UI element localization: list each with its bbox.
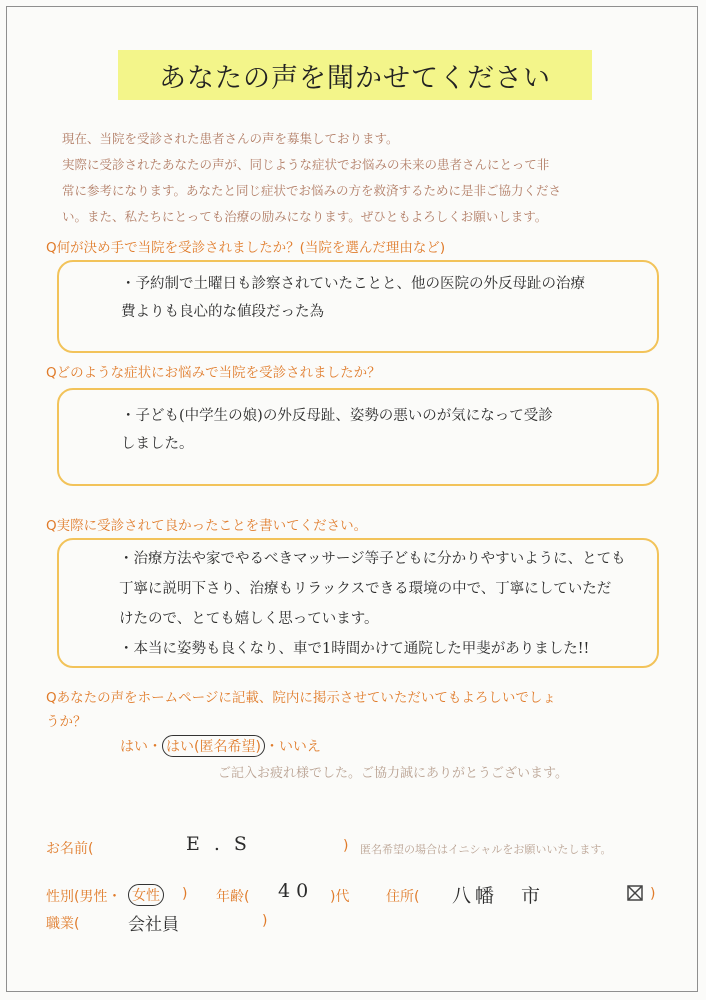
answer-line: けたので、とても嬉しく思っています。 (119, 611, 379, 627)
option-no[interactable]: いいえ (278, 739, 321, 755)
name-value[interactable]: E.S (186, 833, 261, 855)
question-1-label: Q何が決め手で当院を受診されましたか？(当院を選んだ理由など) (46, 240, 446, 256)
crossed-out-mark-icon (626, 884, 644, 902)
intro-line: い。また、私たちにとっても治療の励みになります。ぜひともよろしくお願いします。 (62, 209, 548, 224)
gender-close: ) (182, 886, 188, 902)
answer-line: ・治療方法や家でやるべきマッサージ等子どもに分かりやすいように、とても (119, 551, 626, 567)
answer-line: しました。 (121, 436, 194, 452)
option-yes[interactable]: はい (120, 739, 148, 755)
intro-line: 常に参考になります。あなたと同じ症状でお悩みの方を救済するために是非ご協力くださ (62, 183, 562, 198)
answer-line: ・本当に姿勢も良くなり、車で1時間かけて通院した甲斐がありました!! (119, 641, 590, 657)
answer-1-text (121, 270, 647, 326)
question-2-label: Qどのような症状にお悩みで当院を受診されましたか？ (46, 365, 381, 381)
age-value[interactable]: 40 (278, 880, 315, 902)
consent-options (120, 735, 321, 757)
job-close: ) (262, 913, 268, 929)
address-label: 住所( (386, 889, 420, 905)
title-banner (118, 50, 592, 100)
address-close: ) (650, 886, 656, 902)
name-label: お名前( (46, 841, 94, 857)
job-label: 職業( (46, 916, 80, 932)
answer-2-text (121, 402, 647, 458)
answer-3-text (119, 544, 647, 664)
option-yes-anonymous-selected[interactable]: はい(匿名希望) (162, 735, 265, 757)
answer-box-3 (57, 538, 659, 668)
name-note: 匿名希望の場合はイニシャルをお願いいたします。 (360, 843, 612, 856)
answer-line: 費よりも良心的な値段だった為 (121, 304, 324, 320)
consent-question-line1: Qあなたの声をホームページに記載、院内に掲示させていただいてもよろしいでしょ (46, 690, 556, 706)
thanks-message: ご記入お疲れ様でした。ご協力誠にありがとうございます。 (218, 766, 568, 781)
answer-line: ・予約制で土曜日も診察されていたことと、他の医院の外反母趾の治療 (121, 276, 585, 292)
answer-box-2 (57, 388, 659, 486)
gender-selected[interactable]: 女性 (128, 884, 164, 906)
age-suffix: )代 (330, 889, 350, 905)
answer-box-1 (57, 260, 659, 353)
gender-label: 性別(男性・ (46, 889, 122, 905)
intro-text (62, 126, 662, 230)
answer-line: 丁寧に説明下さり、治療もリラックスできる環境の中で、丁寧にしていただ (119, 581, 612, 597)
question-3-label: Q実際に受診されて良かったことを書いてください。 (46, 518, 368, 534)
address-value[interactable]: 八幡 市 (452, 885, 545, 907)
name-close: ) (343, 838, 349, 854)
option-separator: ・ (264, 739, 279, 755)
intro-line: 実際に受診されたあなたの声が、同じような症状でお悩みの未来の患者さんにとって非 (62, 157, 550, 172)
option-separator: ・ (148, 739, 162, 755)
page-title: あなたの声を聞かせてください (159, 62, 551, 94)
intro-line: 現在、当院を受診された患者さんの声を募集しております。 (62, 131, 399, 146)
age-label: 年齢( (216, 889, 250, 905)
consent-question-line2: うか？ (46, 714, 87, 730)
gender-selected-wrap (128, 884, 164, 906)
job-value[interactable]: 会社員 (128, 915, 179, 935)
answer-line: ・子ども(中学生の娘)の外反母趾、姿勢の悪いのが気になって受診 (121, 408, 553, 424)
